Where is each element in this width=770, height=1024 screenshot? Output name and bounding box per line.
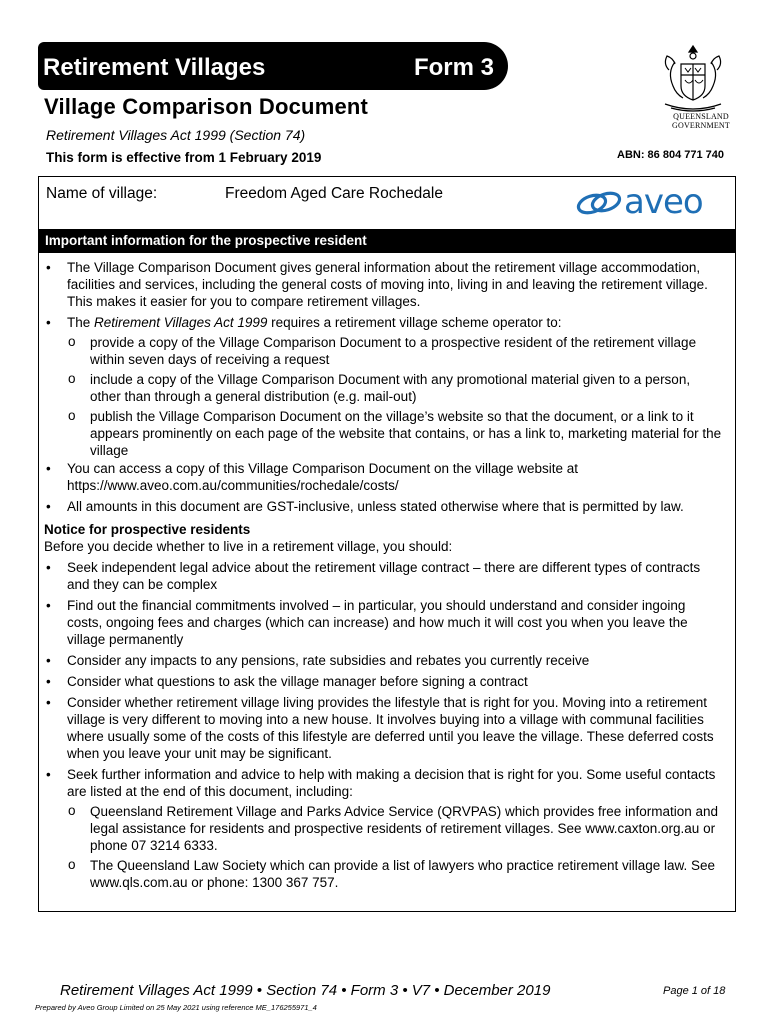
bullet-icon: • (46, 653, 51, 668)
bullet-icon: • (46, 315, 51, 330)
sub-list-item: o include a copy of the Village Comparison Document with any promotional material given to a person, other than through a general distribution (e.g. mail-out) (68, 371, 691, 404)
document-title: Village Comparison Document (44, 94, 369, 119)
notice-intro: Before you decide whether to live in a retirement village, you should: (44, 539, 453, 554)
bullet-icon: • (46, 461, 51, 476)
village-name-label: Name of village: (46, 185, 158, 202)
prepared-by-note: Prepared by Aveo Group Limited on 25 May 2021 using reference ME_176255971_4 (35, 1003, 317, 1012)
queensland-crest-icon (655, 42, 731, 120)
sub-list-item: o The Queensland Law Society which can provide a list of lawyers who practice retirement village law. See www.qls.com.au or phone: 1300 367 757. (68, 857, 716, 890)
list-item: • Consider what questions to ask the village manager before signing a contract (46, 674, 528, 689)
list-item: • Seek further information and advice to help with making a decision that is right for you. Some useful contacts are listed at the end of this document, including: (46, 767, 716, 799)
act-reference: Retirement Villages Act 1999 (Section 74) (46, 127, 306, 143)
list-item: • Seek independent legal advice about the retirement village contract – there are different types of contracts and they can be complex (46, 560, 701, 592)
list-item (44, 460, 724, 494)
page-number: Page 1 of 18 (663, 985, 726, 997)
sub-list-item: o provide a copy of the Village Comparison Document to a prospective resident of the retirement village within seven days of receiving a request (68, 334, 697, 367)
list-item: • Consider whether retirement village living provides the lifestyle that is right for you. Moving into a retirement village is very different to moving into a new house. It involves buying into a village with communal facilities where usually some of the costs of this lifestyle are deferred until you leave the village. These deferred costs when you leave your unit may be significant. (46, 695, 714, 761)
list-item: • Consider any impacts to any pensions, rate subsidies and rebates you currently receive (46, 653, 590, 668)
circle-bullet-icon: o (68, 408, 76, 423)
bullet-icon: • (46, 499, 51, 514)
footer-reference: Retirement Villages Act 1999 • Section 74 • Form 3 • V7 • December 2019 (60, 982, 551, 999)
form-number: Form 3 (413, 54, 494, 81)
bullet-icon: • (46, 598, 51, 613)
act-name: Retirement Villages Act 1999 (94, 315, 268, 330)
bullet-icon: • (46, 767, 51, 782)
circle-bullet-icon: o (68, 371, 76, 386)
list-item: • All amounts in this document are GST-inclusive, unless stated otherwise where that is permitted by law. (46, 499, 684, 514)
aveo-logo-text: aveo (624, 182, 703, 222)
bullet-icon: • (46, 674, 51, 689)
circle-bullet-icon: o (68, 857, 76, 872)
list-item: • Find out the financial commitments involved – in particular, you should understand and consider ingoing costs, ongoing fees and charges (which can increase) and how much it will cost you when you leave the village permanently (46, 598, 688, 647)
queensland-government-wordmark: QUEENSLAND GOVERNMENT (672, 112, 730, 130)
circle-bullet-icon: o (68, 803, 76, 818)
document-body (44, 259, 724, 894)
sub-list-item: o Queensland Retirement Village and Parks Advice Service (QRVPAS) which provides free information and legal assistance for residents and prospective residents of retirement villages. See www.caxton.org.au or phone 07 3214 6333. (68, 803, 719, 853)
important-info-header: Important information for the prospective resident (38, 229, 736, 253)
abn: ABN: 86 804 771 740 (617, 149, 725, 161)
list-item: • The Retirement Villages Act 1999 requires a retirement village scheme operator to: (46, 315, 562, 330)
bullet-icon: • (46, 560, 51, 575)
list-item: • The Village Comparison Document gives general information about the retirement village accommodation, facilities and services, including the general costs of moving into, living in and leaving the retirement village. This makes it easier for you to compare retirement villages. (46, 260, 708, 309)
village-name-value: Freedom Aged Care Rochedale (225, 185, 443, 202)
sub-list-item: o publish the Village Comparison Document on the village’s website so that the document, or a link to it appears prominently on each page of the website that contains, or has a link to, marketing material for the village (68, 408, 722, 458)
notice-heading: Notice for prospective residents (44, 522, 251, 537)
form-title: Retirement Villages (43, 54, 266, 81)
bullet-icon: • (46, 260, 51, 275)
bullet-icon: • (46, 695, 51, 710)
form-title-bar (38, 42, 508, 90)
circle-bullet-icon: o (68, 334, 76, 349)
village-website-text: You can access a copy of this Village Comparison Document on the village website at https://www.aveo.com.au/communities/rochedale/costs/ (67, 461, 579, 493)
effective-date: This form is effective from 1 February 2019 (46, 150, 322, 165)
